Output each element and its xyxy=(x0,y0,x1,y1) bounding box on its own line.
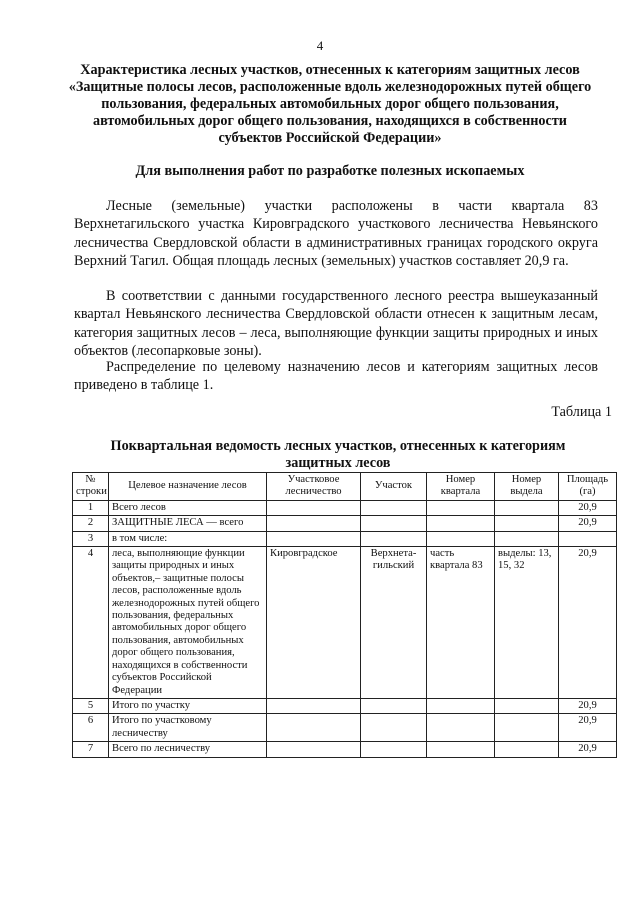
col-header-area: Площадь (га) xyxy=(559,473,617,501)
cell-purpose: ЗАЩИТНЫЕ ЛЕСА — всего xyxy=(109,516,267,531)
cell-plot xyxy=(495,516,559,531)
cell-num: 6 xyxy=(73,714,109,742)
col-header-quarter: Номер квартала xyxy=(427,473,495,501)
col-header-row-number: № строки xyxy=(73,473,109,501)
cell-area: 20,9 xyxy=(559,698,617,713)
cell-plot xyxy=(495,742,559,757)
cell-quarter xyxy=(427,516,495,531)
cell-num: 5 xyxy=(73,698,109,713)
cell-purpose: леса, выполняющие функции защиты природных и иных объектов,– защитные полосы лесов, расположенные вдоль железнодорожных путей общего пользования, федеральных автомобильных дорог общего пользования, автомобильных дорог общего пользования, находящихся в собственности субъектов Российской Федерации xyxy=(109,547,267,699)
cell-plot xyxy=(495,500,559,515)
cell-forestry xyxy=(267,500,361,515)
paragraph-location: Лесные (земельные) участки расположены в части квартала 83 Верхнетагильского участка Кировградского участкового лесничества Невьянского лесничества Свердловской области в административных границах городского округа Верхний Тагил. Общая площадь лесных (земельных) участков составляет 20,9 га. xyxy=(74,198,598,270)
table-row xyxy=(73,698,617,713)
table-row xyxy=(73,547,617,699)
cell-quarter xyxy=(427,698,495,713)
cell-area xyxy=(559,531,617,546)
cell-area: 20,9 xyxy=(559,547,617,699)
cell-purpose: Итого по участку xyxy=(109,698,267,713)
cell-quarter: часть квартала 83 xyxy=(427,547,495,699)
table-row xyxy=(73,531,617,546)
cell-quarter xyxy=(427,742,495,757)
cell-area: 20,9 xyxy=(559,742,617,757)
cell-site xyxy=(361,742,427,757)
cell-num: 7 xyxy=(73,742,109,757)
cell-num: 4 xyxy=(73,547,109,699)
cell-num: 1 xyxy=(73,500,109,515)
cell-plot: выделы: 13, 15, 32 xyxy=(495,547,559,699)
cell-quarter xyxy=(427,531,495,546)
cell-num: 2 xyxy=(73,516,109,531)
document-heading: Характеристика лесных участков, отнесенных к категориям защитных лесов «Защитные полосы лесов, расположенные вдоль железнодорожных путей общего пользования, федеральных автомобильных дорог общего пользования, автомобильных дорог общего пользования, находящихся в собственности субъектов Российской Федерации» xyxy=(68,62,592,146)
cell-area: 20,9 xyxy=(559,714,617,742)
col-header-district-forestry: Участковое лесничество xyxy=(267,473,361,501)
cell-plot xyxy=(495,714,559,742)
document-subheading: Для выполнения работ по разработке полезных ископаемых xyxy=(135,163,525,179)
cell-forestry: Кировградское xyxy=(267,547,361,699)
table-title: Поквартальная ведомость лесных участков, отнесенных к категориям защитных лесов xyxy=(110,438,566,471)
cell-site xyxy=(361,500,427,515)
table-row xyxy=(73,516,617,531)
col-header-site: Участок xyxy=(361,473,427,501)
cell-site xyxy=(361,714,427,742)
table-row xyxy=(73,500,617,515)
cell-forestry xyxy=(267,698,361,713)
cell-area: 20,9 xyxy=(559,500,617,515)
cell-quarter xyxy=(427,500,495,515)
col-header-purpose: Целевое назначение лесов xyxy=(109,473,267,501)
cell-site xyxy=(361,531,427,546)
cell-plot xyxy=(495,698,559,713)
cell-forestry xyxy=(267,531,361,546)
forest-plots-table xyxy=(72,472,617,758)
col-header-plot: Номер выдела xyxy=(495,473,559,501)
page-number: 4 xyxy=(316,38,324,53)
table-label: Таблица 1 xyxy=(551,404,612,420)
cell-forestry xyxy=(267,714,361,742)
cell-area: 20,9 xyxy=(559,516,617,531)
cell-forestry xyxy=(267,742,361,757)
cell-plot xyxy=(495,531,559,546)
cell-purpose: Всего по лесничеству xyxy=(109,742,267,757)
cell-site xyxy=(361,516,427,531)
cell-purpose: в том числе: xyxy=(109,531,267,546)
table-row xyxy=(73,714,617,742)
cell-site xyxy=(361,698,427,713)
cell-purpose: Итого по участковому лесничеству xyxy=(109,714,267,742)
cell-purpose: Всего лесов xyxy=(109,500,267,515)
cell-forestry xyxy=(267,516,361,531)
paragraph-registry: В соответствии с данными государственного лесного реестра вышеуказанный квартал Невьянского лесничества Свердловской области отнесен к защитным лесам, категория защитных лесов – леса, выполняющие функции защиты природных и иных объектов (лесопарковые зоны). xyxy=(74,288,598,360)
paragraph-distribution: Распределение по целевому назначению лесов и категориям защитных лесов приведено в таблице 1. xyxy=(74,359,598,394)
table-row xyxy=(73,742,617,757)
cell-num: 3 xyxy=(73,531,109,546)
table-header-row xyxy=(73,473,617,501)
cell-quarter xyxy=(427,714,495,742)
cell-site: Верхнета-гильский xyxy=(361,547,427,699)
